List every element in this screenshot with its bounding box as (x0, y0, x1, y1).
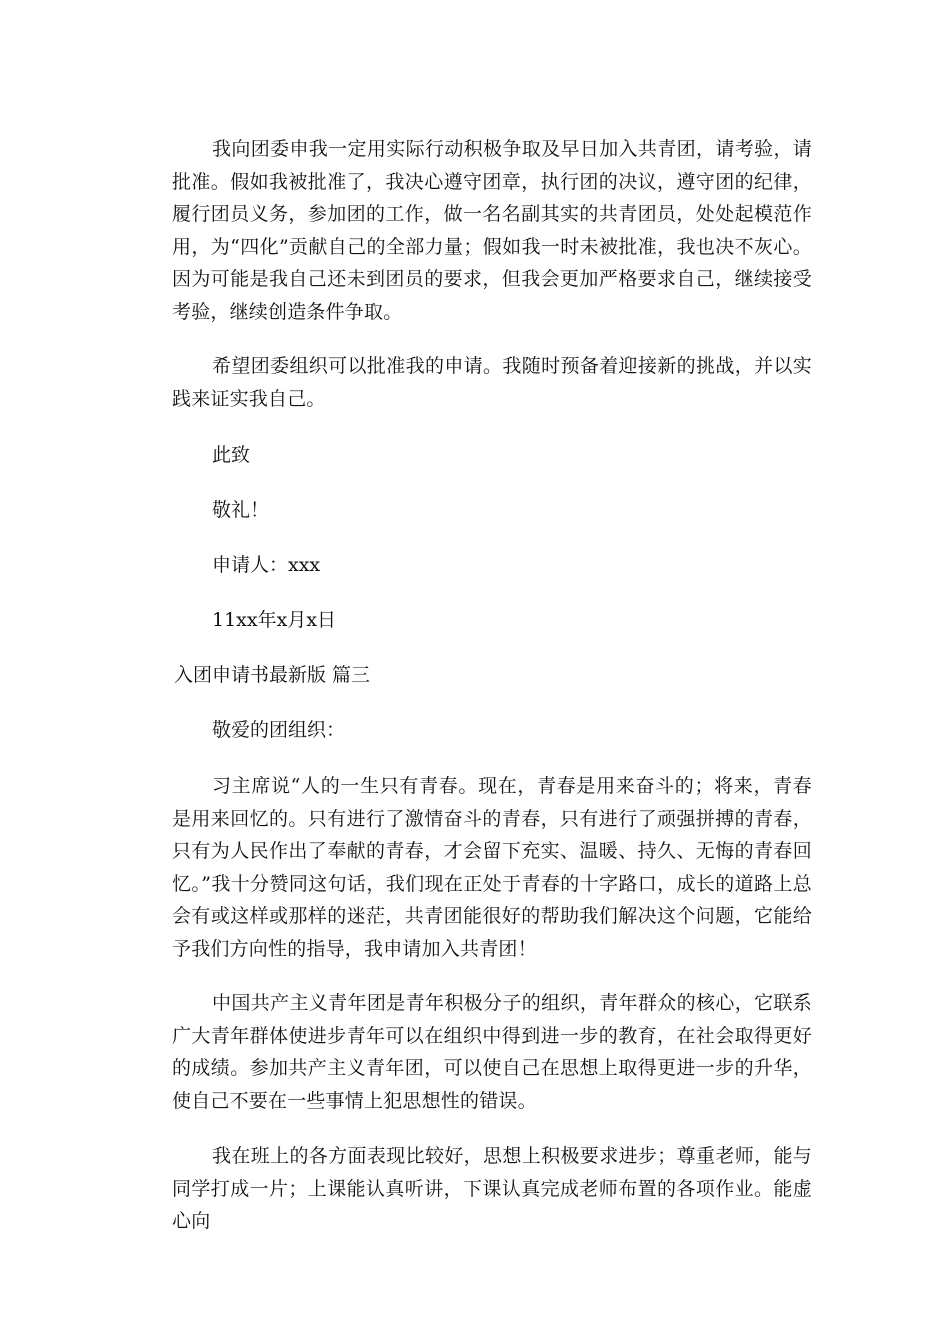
applicant-signature: 申请人：xxx (212, 554, 321, 576)
body-paragraph: 我在班上的各方面表现比较好，思想上积极要求进步；尊重老师，能与同学打成一片；上课能认真听讲，下课认真完成老师布置的各项作业。能虚心向 (172, 1145, 812, 1232)
body-paragraph: 中国共产主义青年团是青年积极分子的组织，青年群众的核心，它联系广大青年群体使进步青年可以在组织中得到进一步的教育，在社会取得更好的成绩。参加共产主义青年团，可以使自己在思想上取得更进一步的升华，使自己不要在一些事情上犯思想性的错误。 (172, 992, 812, 1112)
closing-line: 此致 (212, 444, 251, 466)
body-paragraph: 习主席说“人的一生只有青春。现在，青春是用来奋斗的；将来，青春是用来回忆的。只有进行了激情奋斗的青春，只有进行了顽强拼搏的青春，只有为人民作出了奉献的青春，才会留下充实、温暖、持久、无悔的青春回忆。”我十分赞同这句话，我们现在正处于青春的十字路口，成长的道路上总会有或这样或那样的迷茫，共青团能很好的帮助我们解决这个问题，它能给予我们方向性的指导，我申请加入共青团！ (172, 775, 812, 960)
section-title: 入团申请书最新版 篇三 (174, 664, 371, 686)
salutation: 敬爱的团组织： (212, 719, 346, 741)
application-date: 11xx年x月x日 (212, 609, 337, 631)
closing-line: 敬礼！ (212, 499, 270, 521)
body-paragraph: 我向团委申我一定用实际行动积极争取及早日加入共青团，请考验，请批准。假如我被批准了，我决心遵守团章，执行团的决议，遵守团的纪律，履行团员义务，参加团的工作，做一名名副其实的共青团员，处处起模范作用，为“四化”贡献自己的全部力量；假如我一时未被批准，我也决不灰心。因为可能是我自己还未到团员的要求，但我会更加严格要求自己，继续接受考验，继续创造条件争取。 (172, 138, 812, 323)
body-paragraph: 希望团委组织可以批准我的申请。我随时预备着迎接新的挑战，并以实践来证实我自己。 (172, 355, 812, 410)
